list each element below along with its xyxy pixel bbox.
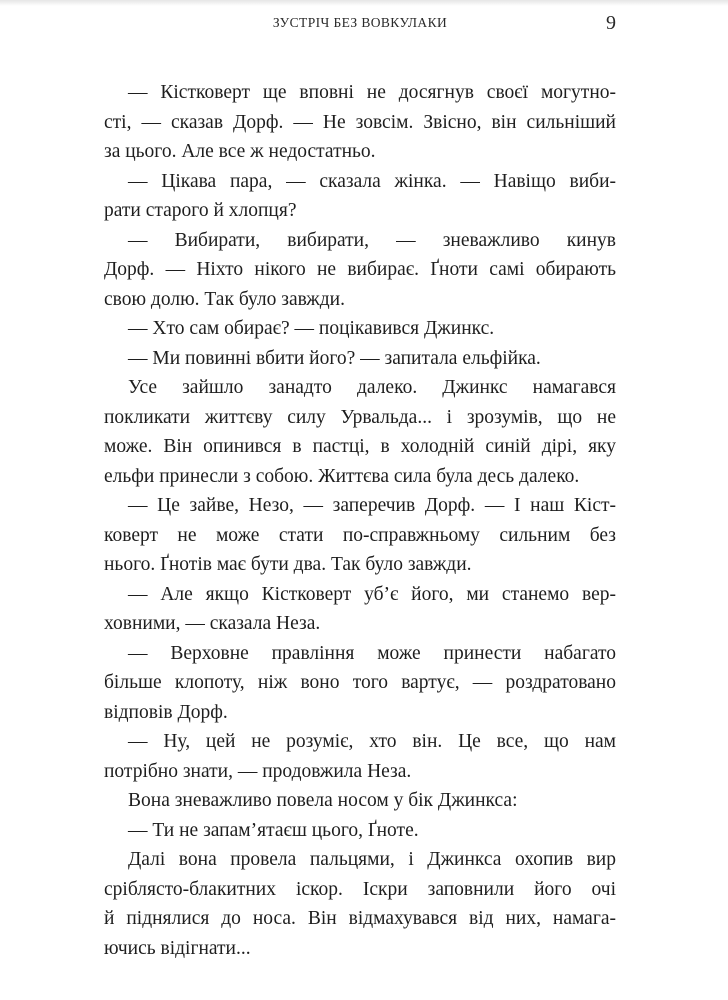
- text-line: більше клопоту, ніж воно того вартує, — роздратовано: [104, 672, 616, 693]
- text-line: сті, — сказав Дорф. — Не зовсім. Звісно, він сильніший: [104, 111, 616, 133]
- text-line: — Ну, цей не розуміє, хто він. Це все, що нам: [128, 731, 616, 752]
- text-line: може. Він опинився в пастці, в холодній синій дірі, яку: [104, 436, 616, 457]
- text-line: сріблясто-блакитних іскор. Іскри заповнили його очі: [104, 878, 616, 900]
- text-line: ховними, — сказала Неза.: [104, 613, 321, 634]
- running-title: ЗУСТРІЧ БЕЗ ВОВКУЛАКИ: [272, 15, 448, 30]
- text-line: — Це зайве, Незо, — заперечив Дорф. — І наш Кіст-: [128, 495, 616, 516]
- text-line: покликати життєву силу Урвальда... і зрозумів, що не: [104, 406, 616, 428]
- text-line: — Вибирати, вибирати, — зневажливо кинув: [128, 229, 616, 251]
- text-line: свою долю. Так було завжди.: [104, 288, 345, 310]
- text-line: Дорф. — Ніхто нікого не вибирає. Ґноти самі обирають: [104, 259, 616, 280]
- text-line: ючись відігнати...: [104, 937, 251, 959]
- text-line: й піднялися до носа. Він відмахувався від них, намага-: [104, 908, 616, 929]
- text-line: за цього. Але все ж недостатньо.: [104, 141, 376, 162]
- text-line: потрібно знати, — продовжила Неза.: [104, 760, 412, 782]
- page-top-edge: [0, 0, 728, 6]
- text-line: — Хто сам обирає? — поцікавився Джинкс.: [128, 318, 495, 339]
- body-text: [104, 78, 616, 963]
- running-head: [104, 12, 616, 38]
- text-line: коверт не може стати по-справжньому сильним без: [104, 524, 616, 546]
- text-line: Вона зневажливо повела носом у бік Джинкса:: [128, 790, 518, 811]
- text-line: Далі вона провела пальцями, і Джинкса охопив вир: [128, 849, 616, 870]
- text-line: — Кістковерт ще вповні не досягнув своєї могутно-: [128, 82, 616, 103]
- text-line: — Верховне правління може принести набагато: [128, 642, 616, 664]
- text-line: — Ти не запам’ятаєш цього, Ґноте.: [128, 819, 419, 841]
- page-number: 9: [606, 12, 616, 34]
- text-line: Усе зайшло занадто далеко. Джинкс намагався: [128, 377, 616, 398]
- text-line: відповів Дорф.: [104, 701, 228, 723]
- text-line: нього. Ґнотів має бути два. Так було завжди.: [104, 554, 472, 575]
- text-line: — Але якщо Кістковерт уб’є його, ми станемо вер-: [128, 583, 616, 605]
- text-line: — Ми повинні вбити його? — запитала ельфійка.: [128, 347, 541, 369]
- text-line: ельфи принесли з собою. Життєва сила була десь далеко.: [104, 465, 580, 487]
- text-line: рати старого й хлопця?: [104, 200, 297, 221]
- text-line: — Цікава пара, — сказала жінка. — Навіщо виби-: [128, 170, 616, 192]
